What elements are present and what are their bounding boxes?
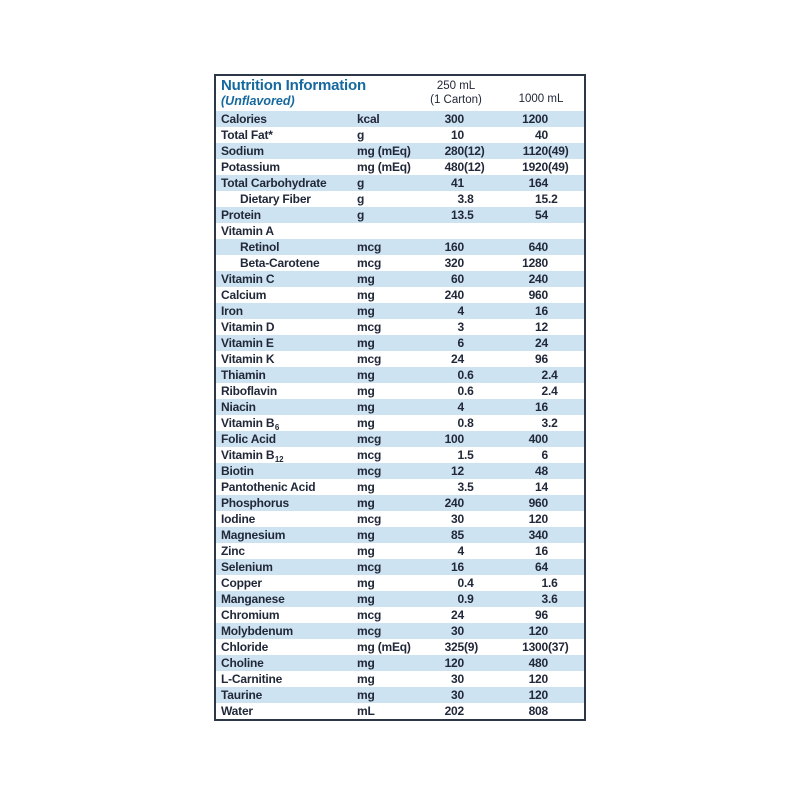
nutrient-name: Beta-Carotene [240,256,320,270]
table-row [216,607,584,623]
nutrient-name: Thiamin [221,368,266,382]
nutrient-unit: mg [357,336,375,350]
nutrient-name: Biotin [221,464,254,478]
nutrient-unit: mg [357,288,375,302]
value-1000ml: 1280 [522,256,548,270]
nutrient-unit: mcg [357,448,382,462]
table-row [216,207,584,223]
value-1000ml: 1300 (37) [522,640,569,654]
value-250ml: 3 .5 [457,480,474,494]
value-250ml: 6 [457,336,464,350]
value-250ml: 240 [444,288,464,302]
value-1000ml: 120 [528,688,548,702]
value-1000ml: 15 .2 [535,192,558,206]
nutrient-unit: mg [357,592,375,606]
nutrient-name: Total Carbohydrate [221,176,327,190]
value-250ml: 480 (12) [444,160,485,174]
value-1000ml: 640 [528,240,548,254]
table-row [216,479,584,495]
table-row [216,287,584,303]
value-1000ml: 1120 (49) [522,144,569,158]
value-1000ml: 2 .4 [541,384,558,398]
value-250ml: 10 [451,128,464,142]
nutrient-name: Iodine [221,512,256,526]
table-body [216,111,584,719]
nutrient-unit: mg [357,384,375,398]
value-1000ml: 64 [535,560,548,574]
table-row [216,159,584,175]
nutrient-name: Niacin [221,400,256,414]
nutrient-name: Folic Acid [221,432,276,446]
table-row [216,703,584,719]
nutrient-name: Zinc [221,544,245,558]
value-250ml: 280 (12) [444,144,485,158]
value-250ml: 24 [451,608,464,622]
nutrient-unit: mL [357,704,375,718]
nutrient-unit: mg [357,304,375,318]
nutrient-name: Iron [221,304,243,318]
nutrient-name: Vitamin D [221,320,275,334]
value-1000ml: 960 [528,496,548,510]
nutrient-unit: mcg [357,608,382,622]
nutrient-unit: mg [357,576,375,590]
nutrition-table [214,74,586,721]
nutrient-unit: mcg [357,560,382,574]
value-250ml: 30 [451,672,464,686]
nutrient-name: Vitamin $B_6$ [221,416,280,432]
value-250ml: 60 [451,272,464,286]
value-1000ml: 240 [528,272,548,286]
table-row [216,623,584,639]
nutrient-unit: mg [357,416,375,430]
nutrient-name: Protein [221,208,261,222]
nutrient-unit: mg [357,688,375,702]
nutrient-name: Vitamin K [221,352,275,366]
nutrient-name: L-Carnitine [221,672,283,686]
nutrient-unit: mg [357,272,375,286]
table-row [216,447,584,463]
value-1000ml: 164 [528,176,548,190]
value-1000ml: 40 [535,128,548,142]
nutrient-name: Potassium [221,160,280,174]
value-250ml: 0 .9 [457,592,474,606]
value-1000ml: 960 [528,288,548,302]
nutrient-unit: mcg [357,240,382,254]
value-1000ml: 3 .6 [541,592,558,606]
value-1000ml: 1 .6 [541,576,558,590]
value-250ml: 16 [451,560,464,574]
table-row [216,495,584,511]
table-row [216,463,584,479]
value-1000ml: 16 [535,304,548,318]
value-1000ml: 16 [535,544,548,558]
table-row [216,399,584,415]
nutrient-name: Riboflavin [221,384,278,398]
value-1000ml: 340 [528,528,548,542]
nutrient-name: Vitamin C [221,272,275,286]
value-250ml: 325 (9) [444,640,479,654]
value-250ml: 12 [451,464,464,478]
value-1000ml: 14 [535,480,548,494]
value-1000ml: 24 [535,336,548,350]
table-row [216,223,584,239]
nutrient-unit: mg [357,480,375,494]
table-row [216,367,584,383]
table-row [216,303,584,319]
nutrient-name: Selenium [221,560,273,574]
value-1000ml: 3 .2 [541,416,558,430]
nutrient-name: Molybdenum [221,624,293,638]
table-row [216,351,584,367]
value-250ml: 0 .4 [457,576,474,590]
value-250ml: 85 [451,528,464,542]
nutrient-name: Pantothenic Acid [221,480,316,494]
nutrient-unit: mg [357,656,375,670]
table-row [216,239,584,255]
value-250ml: 13 .5 [451,208,474,222]
nutrient-unit: mg (mEq) [357,640,411,654]
value-1000ml: 480 [528,656,548,670]
column-header-250ml [430,79,482,107]
value-1000ml: 96 [535,608,548,622]
value-250ml: 202 [444,704,464,718]
nutrient-unit: mg [357,544,375,558]
value-250ml: 1 .5 [457,448,474,462]
value-250ml: 160 [444,240,464,254]
nutrient-name: Chloride [221,640,269,654]
table-row [216,191,584,207]
table-row [216,255,584,271]
nutrient-name: Copper [221,576,262,590]
value-1000ml: 1920 (49) [522,160,569,174]
value-250ml: 300 [444,112,464,126]
value-250ml: 3 .8 [457,192,474,206]
table-row [216,271,584,287]
nutrient-unit: g [357,208,365,222]
table-row [216,671,584,687]
nutrient-name: Total Fat* [221,128,273,142]
value-250ml: 30 [451,688,464,702]
nutrient-unit: mg [357,496,375,510]
nutrient-unit: mg [357,368,375,382]
value-1000ml: 12 [535,320,548,334]
value-1000ml: 48 [535,464,548,478]
nutrient-unit: mg [357,400,375,414]
nutrient-unit: g [357,128,365,142]
value-250ml: 4 [457,304,464,318]
value-250ml: 0 .8 [457,416,474,430]
table-row [216,431,584,447]
table-row [216,655,584,671]
table-row [216,511,584,527]
value-1000ml: 808 [528,704,548,718]
nutrient-name: Retinol [240,240,280,254]
value-250ml: 30 [451,624,464,638]
nutrient-unit: mg (mEq) [357,160,411,174]
value-250ml: 320 [444,256,464,270]
table-row [216,175,584,191]
value-1000ml: 54 [535,208,548,222]
value-250ml: 4 [457,400,464,414]
value-1000ml: 16 [535,400,548,414]
value-1000ml: 120 [528,624,548,638]
nutrient-unit: mcg [357,512,382,526]
column-header-1000ml: 1000 mL [518,93,564,105]
value-250ml: 3 [457,320,464,334]
column-header-250ml-line1: 250 mL [436,80,476,92]
table-row [216,143,584,159]
table-row [216,319,584,335]
nutrient-name: Vitamin A [221,224,274,238]
nutrient-unit: mcg [357,352,382,366]
nutrient-name: Vitamin $B_{12}$ [221,448,284,464]
nutrient-name: Calcium [221,288,267,302]
value-1000ml: 1200 [522,112,548,126]
table-subtitle: (Unflavored) [221,94,295,108]
table-header [216,76,584,111]
table-row [216,335,584,351]
value-250ml: 120 [444,656,464,670]
nutrient-unit: mcg [357,464,382,478]
value-250ml: 30 [451,512,464,526]
table-row [216,527,584,543]
nutrient-name: Dietary Fiber [240,192,311,206]
value-1000ml: 400 [528,432,548,446]
table-row [216,575,584,591]
table-row [216,591,584,607]
nutrient-name: Phosphorus [221,496,290,510]
nutrient-unit: g [357,176,365,190]
nutrient-name: Manganese [221,592,285,606]
nutrient-name: Calories [221,112,267,126]
nutrient-unit: mcg [357,624,382,638]
nutrient-name: Choline [221,656,264,670]
table-row [216,127,584,143]
column-header-250ml-line2: (1 Carton) [430,94,482,106]
nutrient-name: Water [221,704,253,718]
nutrient-unit: mg [357,672,375,686]
value-1000ml: 96 [535,352,548,366]
table-row [216,415,584,431]
table-row [216,111,584,127]
nutrient-unit: mg [357,528,375,542]
nutrient-unit: mcg [357,256,382,270]
nutrient-unit: mg (mEq) [357,144,411,158]
value-250ml: 100 [444,432,464,446]
table-row [216,639,584,655]
nutrient-unit: mcg [357,432,382,446]
value-250ml: 0 .6 [457,384,474,398]
nutrient-unit: kcal [357,112,380,126]
value-250ml: 240 [444,496,464,510]
table-title: Nutrition Information [221,77,366,94]
value-1000ml: 2 .4 [541,368,558,382]
table-row [216,543,584,559]
nutrient-name: Vitamin E [221,336,274,350]
nutrient-name: Taurine [221,688,263,702]
value-250ml: 24 [451,352,464,366]
value-250ml: 41 [451,176,464,190]
value-250ml: 0 .6 [457,368,474,382]
table-row [216,687,584,703]
value-1000ml: 120 [528,512,548,526]
nutrient-unit: g [357,192,365,206]
value-1000ml: 6 [541,448,548,462]
nutrient-unit: mcg [357,320,382,334]
nutrient-name: Chromium [221,608,280,622]
nutrient-name: Magnesium [221,528,286,542]
value-1000ml: 120 [528,672,548,686]
nutrient-name: Sodium [221,144,264,158]
table-row [216,559,584,575]
table-row [216,383,584,399]
value-250ml: 4 [457,544,464,558]
